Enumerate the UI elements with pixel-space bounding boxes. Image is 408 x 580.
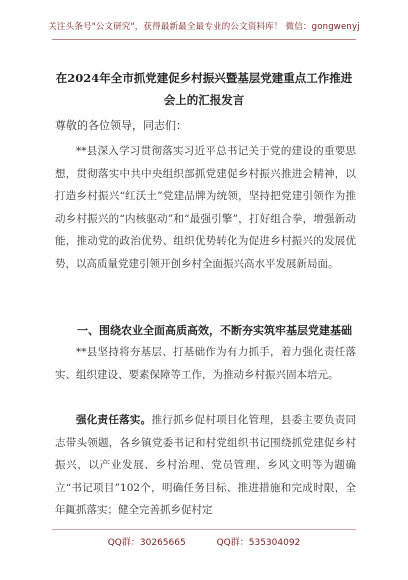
- subsection-lead: 强化责任落实。: [76, 414, 152, 426]
- subsection-text: 推行抓乡促村项目化管理，县委主要负责同志带头领题，各乡镇党委书记和村党组织书记围绕抓党建促乡村振兴，以产业发展、乡村治理、党员管理、乡风文明等为题确立“书记项目”102个，明确任务目标、推进措施和完成时限，全年銸抓落实；健全完善抓乡促村定: [55, 414, 357, 517]
- title-line-2: 会上的汇报发言: [163, 93, 245, 107]
- header-banner: 关注头条号"公文研究"，获得最新最全最专业的公文资料库！ 微信：gongwenyj: [48, 22, 360, 32]
- document-title: [55, 67, 353, 111]
- footer-divider: [52, 529, 356, 530]
- subsection-paragraph: [55, 409, 356, 522]
- footer-qq-group-2: QQ群：535304092: [216, 538, 301, 548]
- header-divider: [52, 39, 356, 40]
- intro-paragraph: **县深入学习贯彻落实习近平总书记关于党的建设的重要思想，贯彻落实中共中央组织部抓党建促乡村振兴推进会精神，以打造乡村振兴“红沃土”党建品牌为统领，坚持把党建引领作为推动乡村振兴的“内核驱动”和“最强引擎”，打好组合拳，增强新动能，推动党的政治优势、组织优势转化为促进乡村振兴的发展优势，以高质量党建引领开创乡村全面振兴高水平发展新局面。: [55, 145, 356, 270]
- salutation: 尊敬的各位领导，同志们：: [55, 119, 187, 132]
- section-heading: 一、围绕农业全面高质高效，不断夯实筑牢基层党建基础: [77, 324, 352, 337]
- title-line-1: 在2024年全市抓党建促乡村振兴暨基层党建重点工作推进: [55, 71, 353, 85]
- footer-qq-group-1: QQ群：30265665: [107, 538, 186, 548]
- footer: [0, 535, 408, 548]
- section-paragraph: **县坚持将夯基层、打基础作为有力抓手，着力强化责任落实、组织建设、要素保障等工作，为推动乡村振兴固本培元。: [55, 346, 356, 381]
